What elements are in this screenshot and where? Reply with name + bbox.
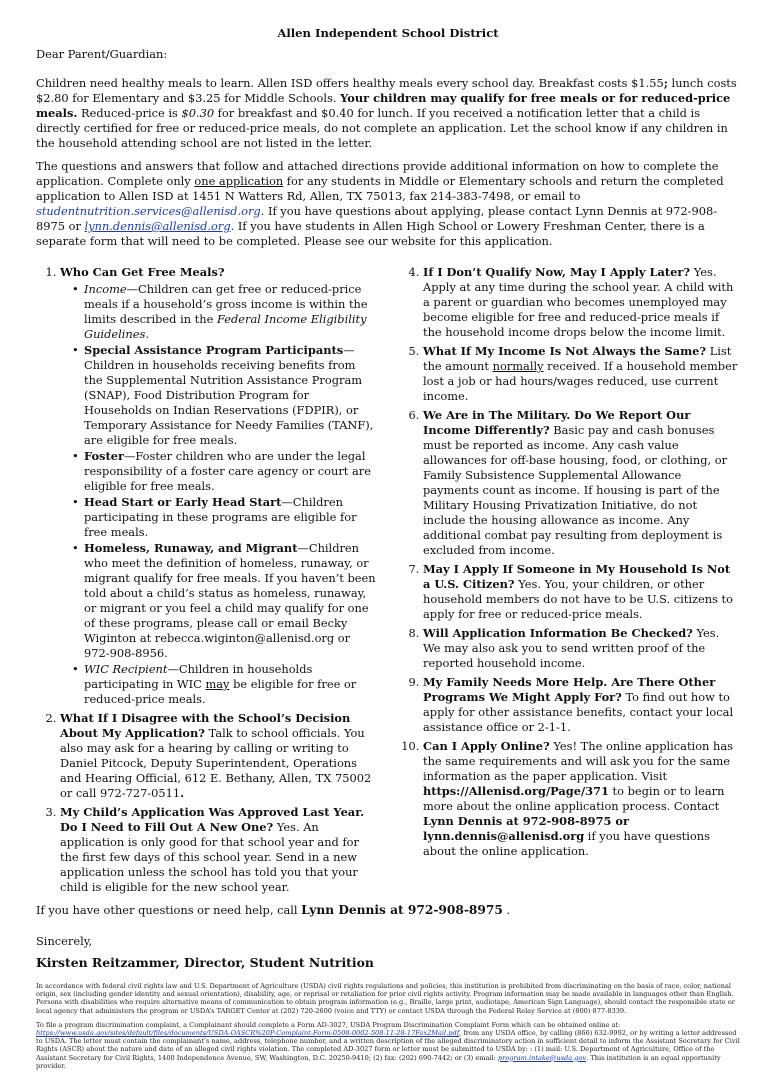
faq-list-right bbox=[399, 265, 740, 859]
faq-columns bbox=[36, 265, 740, 899]
district-title: Allen Independent School District bbox=[277, 26, 499, 40]
sincerely: Sincerely, bbox=[36, 934, 93, 948]
program-intake-email-link[interactable]: program.intake@usda.gov bbox=[497, 1053, 587, 1062]
greeting: Dear Parent/Guardian: bbox=[36, 47, 168, 61]
eligibility-head-start: • Head Start or Early Head Start—Children participating in these programs are eligible for free meals. bbox=[74, 495, 377, 540]
faq-item-8: 8. Will Application Information Be Checked? Yes. We may also ask you to send written proof of the reported household income. bbox=[423, 626, 740, 671]
faq-item-4: 4. If I Don’t Qualify Now, May I Apply Later? Yes. Apply at any time during the school year. A child with a parent or guardian who becomes unemployed may become eligible for free and reduced-price meals if the household income drops below the income limit. bbox=[423, 265, 740, 340]
qualify-statement: Your children may qualify for free meals or for reduced-price meals. bbox=[36, 91, 731, 120]
lynn-dennis-email-link[interactable]: lynn.dennis@allenisd.org bbox=[84, 219, 231, 233]
nutrition-email-link[interactable]: studentnutrition.services@allenisd.org bbox=[36, 204, 261, 218]
nondiscrimination-statement: In accordance with federal civil rights law and U.S. Department of Agriculture (USDA) civil rights regulations and policies, this institution is prohibited from discriminating on the basis of race, color, national origin, sex (including gender identity and sexual orientation), disability, age, or reprisal or retaliation for prior civil rights activity. Program information may be made available in languages other than English. Persons with disabilities who require alternative means of communication to obtain program information (e.g., Braille, large print, audiotape, American Sign Language), should contact the responsible state or local agency that administers the program or USDA’s TARGET Center at (202) 720-2600 (voice and TTY) or contact USDA through the Federal Relay Service at (800) 877-8339. bbox=[36, 982, 735, 1015]
faq-right-column bbox=[399, 265, 740, 899]
online-contact: Lynn Dennis at 972-908-8975 or lynn.dennis@allenisd.org bbox=[423, 814, 630, 843]
complaint-statement: To file a program discrimination complaint, a Complainant should complete a Form AD-3027, USDA Program Discrimination Complaint Form which can be obtained online at: https://www.usda.gov/sites/default/files/documents/USDA-OASCR%20P-Complaint-Form-0508-0002-508-11-28-17Fax2Mail.pdf, from any USDA office, by calling (866) 632-9992, or by writing a letter addressed to USDA. The letter must contain the complainant’s name, address, telephone number, and a written description of the alleged discriminatory action in sufficient detail to inform the Assistant Secretary for Civil Rights (ASCR) about the nature and date of an alleged civil rights violation. The completed AD-3027 form or letter must be submitted to USDA by: : (1) mail: U.S. Department of Agriculture, Office of the Assistant Secretary for Civil Rights, 1400 Independence Avenue, SW, Washington, D.C. 20250-9410; (2) fax: (202) 690-7442; or (3) email: program.intake@usda.gov. This institution is an equal opportunity provider. bbox=[36, 1020, 740, 1070]
faq-item-9: 9. My Family Needs More Help. Are There Other Programs We Might Apply For? To find out how to apply for other assistance benefits, contact your local assistance office or 2-1-1. bbox=[423, 675, 740, 735]
letter-page bbox=[36, 26, 740, 1076]
faq-item-7: 7. May I Apply If Someone in My Household Is Not a U.S. Citizen? Yes. You, your children, or other household members do not have to be U.S. citizens to apply for free or reduced-price meals. bbox=[423, 562, 740, 622]
faq-list-left bbox=[36, 265, 377, 895]
contact-name: Lynn Dennis at 972-908-8975 bbox=[301, 903, 503, 917]
eligibility-income: • Income—Children can get free or reduced-price meals if a household’s gross income is within the limits described in the Federal Income Eligibility Guidelines. bbox=[74, 282, 377, 342]
faq-item-2: 2. What If I Disagree with the School’s Decision About My Application? Talk to school officials. You also may ask for a hearing by calling or writing to Daniel Pitcock, Deputy Superintendent, Operations and Hearing Official, 612 E. Bethany, Allen, TX 75002 or call 972-727-0511. bbox=[60, 711, 377, 801]
eligibility-foster: • Foster—Foster children who are under the legal responsibility of a foster care agency or court are eligible for free meals. bbox=[74, 449, 377, 494]
intro-paragraph-1: Children need healthy meals to learn. Allen ISD offers healthy meals every school day. Breakfast costs $1.55; lunch costs $2.80 for Elementary and $3.25 for Middle Schools. Your children may qualify for free meals or for reduced-price meals. Reduced-price is $0.30 for breakfast and $0.40 for lunch. If you received a notification letter that a child is directly certified for free or reduced-price meals, do not complete an application. Let the school know if any children in the household attending school are not listed in the letter. bbox=[36, 76, 737, 150]
faq-item-10: 10. Can I Apply Online? Yes! The online application has the same requirements and will ask you for the same information as the paper application. Visit https://Allenisd.org/Page/371 to begin or to learn more about the online application process. Contact Lynn Dennis at 972-908-8975 or lynn.dennis@allenisd.org if you have questions about the online application. bbox=[423, 739, 740, 859]
reduced-price: $0.30 bbox=[181, 106, 215, 120]
complaint-form-link[interactable]: https://www.usda.gov/sites/default/files/documents/USDA-OASCR%20P-Complaint-Form-0508-0002-508-11-28-17Fax2Mail.pdf bbox=[36, 1029, 460, 1038]
closing-line: If you have other questions or need help, call Lynn Dennis at 972-908-8975 . bbox=[36, 903, 511, 917]
eligibility-homeless: • Homeless, Runaway, and Migrant—Children who meet the definition of homeless, runaway, or migrant qualify for free meals. If you haven’t been told about a child’s status as homeless, runaway, or migrant or you feel a child may qualify for one of these programs, please call or email Becky Wiginton at rebecca.wiginton@allenisd.org or 972-908-8956. bbox=[74, 541, 377, 661]
eligibility-special-assistance: • Special Assistance Program Participants—Children in households receiving benefits from the Supplemental Nutrition Assistance Program (SNAP), Food Distribution Program for Households on Indian Reservations (FDPIR), or Temporary Assistance for Needy Families (TANF), are eligible for free meals. bbox=[74, 343, 377, 448]
signature: Kirsten Reitzammer, Director, Student Nutrition bbox=[36, 955, 374, 970]
eligibility-list bbox=[60, 282, 377, 707]
faq-item-1: 1. Who Can Get Free Meals? • Income—Children can get free or reduced-price meals if a household’s gross income is within the limits described in the Federal Income Eligibility Guidelines. • Special Assistance Program Participants—Children in households receiving benefits from the Supplemental Nutrition Assistance Program (SNAP), Food Distribution Program for Households on Indian Reservations (FDPIR), or Temporary Assistance for Needy Families (TANF), are eligible for free meals. • Foster—Foster children who are under the legal responsibility of a foster care agency or court are eligible for free meals. • Head Start or Early Head Start—Children participating in these programs are eligible for free meals. • Homeless, Runaway, and Migrant—Children who meet the definition of homeless, runaway, or migrant qualify for free meals. If you haven’t been told about a child’s status as homeless, runaway, or migrant or you feel a child may qualify for one of these programs, please call or email Becky Wiginton at rebecca.wiginton@allenisd.org or 972-908-8956. • WIC Recipient—Children in households participating in WIC may be eligible for free or reduced-price meals. bbox=[60, 265, 377, 707]
faq-left-column bbox=[36, 265, 377, 899]
faq-item-6: 6. We Are in The Military. Do We Report Our Income Differently? Basic pay and cash bonuses must be reported as income. Any cash value allowances for off-base housing, food, or clothing, or Family Subsistence Supplemental Allowance payments count as income. If housing is part of the Military Housing Privatization Initiative, do not include the housing allowance as income. Any additional combat pay resulting from deployment is excluded from income. bbox=[423, 408, 740, 558]
intro-paragraph-2: The questions and answers that follow and attached directions provide additional information on how to complete the application. Complete only one application for any students in Middle or Elementary schools and return the completed application to Allen ISD at 1451 N Watters Rd, Allen, TX 75013, fax 214-383-7498, or email to studentnutrition.services@allenisd.org. If you have questions about applying, please contact Lynn Dennis at 972-908-8975 or lynn.dennis@allenisd.org. If you have students in Allen High School or Lowery Freshman Center, there is a separate form that will need to be completed. Please see our website for this application. bbox=[36, 159, 724, 248]
eligibility-wic: • WIC Recipient—Children in households participating in WIC may be eligible for free or reduced-price meals. bbox=[74, 662, 377, 707]
online-application-link[interactable]: https://Allenisd.org/Page/371 bbox=[423, 784, 609, 798]
faq-item-5: 5. What If My Income Is Not Always the Same? List the amount normally received. If a household member lost a job or had hours/wages reduced, use current income. bbox=[423, 344, 740, 404]
faq-item-3: 3. My Child’s Application Was Approved Last Year. Do I Need to Fill Out A New One? Yes. An application is only good for that school year and for the first few days of this school year. Send in a new application unless the school has told you that your child is eligible for the new school year. bbox=[60, 805, 377, 895]
